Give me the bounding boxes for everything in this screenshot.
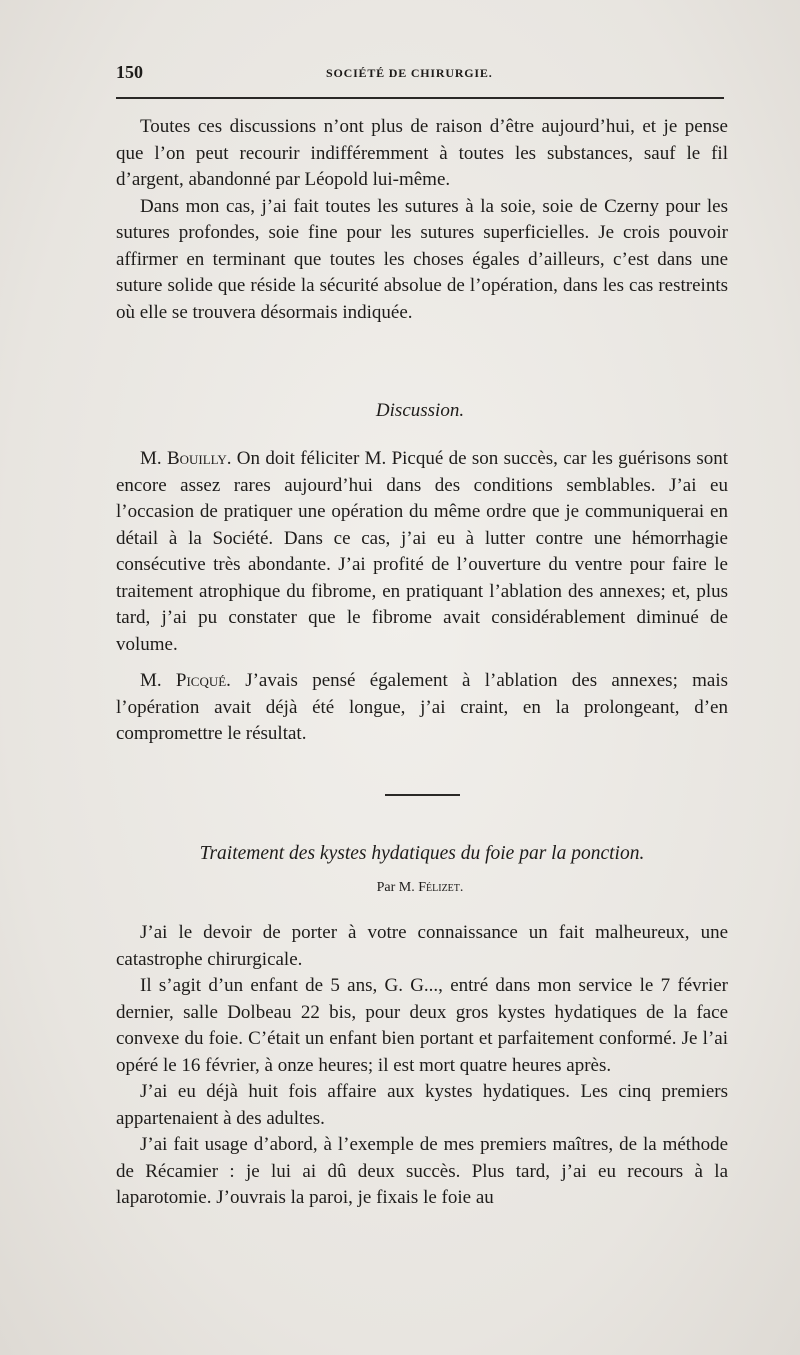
entry-text: On doit féliciter M. Picqué de son succès, car les guérisons sont encore assez rares aujourd’hui dans des conditions semblables. J’ai eu l’occasion de pratiquer une opération du même ordre que je communiquerai en détail à la Société. Dans ce cas, j’ai eu à lutter contre une hémorrhagie consécutive très abondante. J’ai profité de l’ouverture du ventre pour faire le traitement atrophique du fibrome, en pratiquant l’ablation des annexes; et, plus tard, j’ai pu constater que le fibrome avait considérablement diminué de volume. <box>116 448 728 655</box>
paragraph: J’ai fait usage d’abord, à l’exemple de mes premiers maîtres, de la méthode de Récamier : je lui ai dû deux succès. Plus tard, j’ai eu recours à la laparotomie. J’ouvrais la paroi, je fixais le foie au <box>116 1134 728 1208</box>
speaker-name: M. Picqué. <box>140 670 231 691</box>
page-number: 150 <box>116 62 143 82</box>
section-divider <box>385 794 460 796</box>
running-title: SOCIÉTÉ DE CHIRURGIE. <box>326 66 493 80</box>
entry-text: J’avais pensé également à l’ablation des annexes; mais l’opération avait déjà été longue, j’ai craint, en la prolongeant, d’en compromettre le résultat. <box>116 670 728 744</box>
article-text <box>116 920 728 1212</box>
speaker-name: M. Bouilly. <box>140 448 232 469</box>
discussion-text <box>116 446 728 748</box>
header-rule <box>116 97 724 99</box>
intro-text <box>116 114 728 326</box>
paragraph: J’ai le devoir de porter à votre connaissance un fait malheureux, une catastrophe chirurgicale. <box>116 922 728 970</box>
paragraph: J’ai eu déjà huit fois affaire aux kystes hydatiques. Les cinq premiers appartenaient à des adultes. <box>116 1081 728 1129</box>
page-header <box>116 62 724 86</box>
discussion-entry <box>116 668 728 748</box>
discussion-heading: Discussion. <box>375 400 465 421</box>
paragraph: Toutes ces discussions n’ont plus de raison d’être aujourd’hui, et je pense que l’on peut recourir indifféremment à toutes les substances, sauf le fil d’argent, abandonné par Léopold lui-même. <box>116 116 728 190</box>
article-title: Traitement des kystes hydatiques du foie par la ponction. <box>199 843 645 864</box>
paragraph: Il s’agit d’un enfant de 5 ans, G. G..., entré dans mon service le 7 février dernier, salle Dolbeau 22 bis, pour deux gros kystes hydatiques de la face convexe du foie. C’était un enfant bien portant et parfaitement conformé. Je l’ai opéré le 16 février, à onze heures; il est mort quatre heures après. <box>116 975 728 1076</box>
paragraph: Dans mon cas, j’ai fait toutes les sutures à la soie, soie de Czerny pour les sutures profondes, soie fine pour les sutures superficielles. Je crois pouvoir affirmer en terminant que toutes les choses égales d’ailleurs, c’est dans une suture solide que réside la sécurité absolue de l’opération, dans les cas restreints où elle se trouvera désormais indiquée. <box>116 195 728 323</box>
byline-prefix: Par <box>376 880 396 895</box>
byline <box>116 880 724 896</box>
byline-author: M. Félizet. <box>398 880 464 895</box>
discussion-entry <box>116 446 728 658</box>
